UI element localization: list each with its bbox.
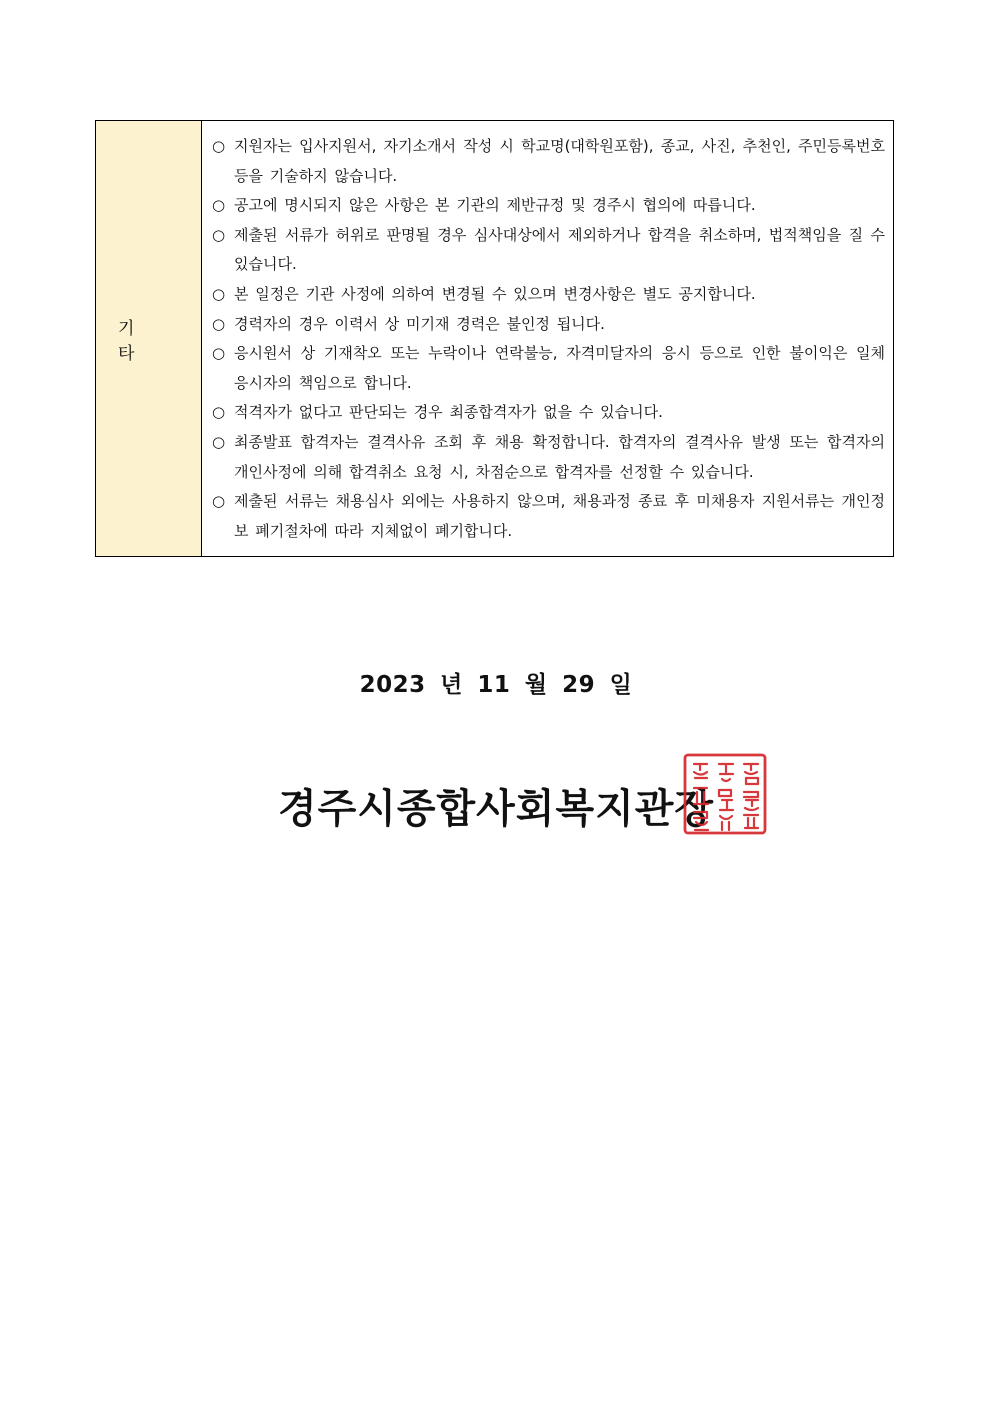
bullet-circle-icon: ○: [212, 344, 226, 363]
list-item: [212, 280, 885, 310]
list-item-text: 적격자가 없다고 판단되는 경우 최종합격자가 없을 수 있습니다.: [234, 403, 663, 422]
list-item-text: 응시원서 상 기재착오 또는 누락이나 연락불능, 자격미달자의 응시 등으로 인한 불이익은 일체 응시자의 책임으로 합니다.: [234, 344, 885, 392]
bullet-circle-icon: ○: [212, 403, 226, 422]
issue-date: 2023 년 11 월 29 일: [359, 672, 633, 698]
bullet-circle-icon: ○: [212, 196, 226, 215]
list-item-text: 공고에 명시되지 않은 사항은 본 기관의 제반규정 및 경주시 협의에 따릅니다.: [234, 196, 756, 215]
bullet-circle-icon: ○: [212, 225, 226, 244]
bullet-circle-icon: ○: [212, 314, 226, 333]
list-item: [212, 221, 885, 280]
list-item-text: 제출된 서류가 허위로 판명될 경우 심사대상에서 제외하거나 합격을 취소하며, 법적책임을 질 수 있습니다.: [234, 225, 885, 274]
bullet-circle-icon: ○: [212, 137, 226, 155]
issuer-name: 경주시종합사회복지관장: [277, 786, 715, 832]
table-label-cell: [96, 121, 202, 556]
bullet-circle-icon: ○: [212, 284, 226, 303]
list-item: [212, 398, 885, 428]
list-item: [212, 428, 885, 487]
bullet-circle-icon: ○: [212, 492, 226, 511]
list-item: [212, 191, 885, 221]
list-item-text: 경력자의 경우 이력서 상 미기재 경력은 불인정 됩니다.: [234, 314, 605, 333]
list-item-text: 지원자는 입사지원서, 자기소개서 작성 시 학교명(대학원포함), 종교, 사진, 추천인, 주민등록번호 등을 기술하지 않습니다.: [234, 137, 885, 185]
bullet-circle-icon: ○: [212, 432, 226, 451]
official-seal-stamp: [682, 752, 768, 836]
notice-table: [95, 120, 894, 557]
list-item-text: 최종발표 합격자는 결격사유 조회 후 채용 확정합니다. 합격자의 결격사유 발생 또는 합격자의 개인사정에 의해 합격취소 요청 시, 차점순으로 합격자를 선정할 수 있습니다.: [234, 432, 885, 481]
list-item-text: 본 일정은 기관 사정에 의하여 변경될 수 있으며 변경사항은 별도 공지합니다.: [234, 284, 756, 303]
list-item: [212, 132, 885, 191]
list-item-text: 제출된 서류는 채용심사 외에는 사용하지 않으며, 채용과정 종료 후 미채용자 지원서류는 개인정보 폐기절차에 따라 지체없이 폐기합니다.: [234, 492, 885, 540]
list-item: [212, 339, 885, 398]
table-label: 기 타: [118, 318, 157, 364]
notice-list: [202, 121, 893, 556]
list-item: [212, 310, 885, 340]
list-item: [212, 487, 885, 546]
